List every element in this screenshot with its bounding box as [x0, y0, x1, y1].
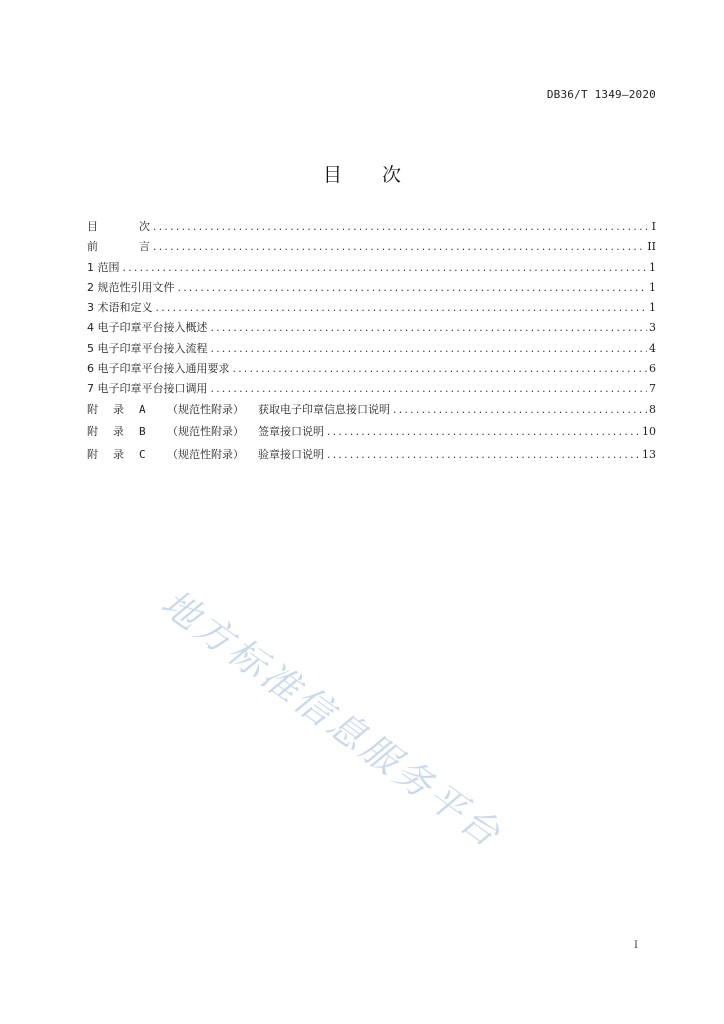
toc-title-char-2: 次 — [382, 164, 402, 186]
leader-dots — [232, 362, 648, 378]
leader-dots — [392, 403, 647, 419]
standard-id: DB36/T 1349—2020 — [546, 88, 656, 101]
toc-entry-page: 10 — [642, 425, 656, 439]
toc-entry-label: 2 规范性引用文件 — [87, 280, 175, 294]
toc-entry-label: 附 录 B （规范性附录） 签章接口说明 — [87, 425, 324, 439]
toc-entry-7-interface-calls[interactable] — [87, 381, 656, 401]
leader-dots — [210, 382, 648, 398]
toc-entry-page: II — [647, 240, 656, 254]
toc-entry-6-general-requirements[interactable] — [87, 361, 656, 381]
toc-entry-3-terms-definitions[interactable] — [87, 300, 656, 320]
toc-entry-contents[interactable] — [87, 219, 656, 239]
leader-dots — [152, 240, 645, 256]
toc-title — [0, 160, 724, 187]
watermark: 地方标准信息服务平台 — [153, 581, 511, 858]
leader-dots — [326, 448, 640, 464]
toc-entry-foreword[interactable] — [87, 239, 656, 259]
toc-entry-label: 目 次 — [87, 220, 150, 233]
toc-entry-4-overview[interactable] — [87, 320, 656, 340]
toc-entry-annex-c[interactable] — [87, 447, 656, 470]
page-number: I — [634, 940, 638, 951]
leader-dots — [210, 321, 648, 337]
toc-entry-page: 1 — [649, 260, 656, 274]
toc-entry-page: 1 — [649, 301, 656, 315]
toc-entry-label: 附 录 C （规范性附录） 验章接口说明 — [87, 447, 324, 461]
toc-entry-2-normative-references[interactable] — [87, 280, 656, 300]
toc-entry-1-scope[interactable] — [87, 260, 656, 280]
leader-dots — [326, 425, 640, 441]
toc-entry-label: 6 电子印章平台接入通用要求 — [87, 362, 230, 376]
toc-entry-label: 3 术语和定义 — [87, 301, 153, 315]
toc-entry-label: 7 电子印章平台接口调用 — [87, 382, 208, 396]
toc-entry-label: 附 录 A （规范性附录） 获取电子印章信息接口说明 — [87, 402, 390, 416]
toc-entry-annex-a[interactable] — [87, 402, 656, 425]
toc-entry-page: 13 — [642, 447, 656, 461]
toc-entry-page: 6 — [649, 362, 656, 376]
toc-entry-page: I — [651, 220, 656, 233]
toc-entry-label: 1 范围 — [87, 260, 120, 274]
leader-dots — [210, 342, 648, 358]
toc-entry-page: 7 — [649, 382, 656, 396]
toc-entry-annex-b[interactable] — [87, 424, 656, 447]
toc-entry-page: 3 — [649, 321, 656, 335]
leader-dots — [155, 301, 648, 317]
toc-entry-page: 4 — [649, 341, 656, 355]
leader-dots — [177, 281, 648, 297]
toc-entry-page: 8 — [649, 402, 656, 416]
leader-dots — [152, 220, 650, 236]
table-of-contents — [87, 219, 656, 469]
toc-entry-label: 前 言 — [87, 240, 150, 254]
toc-entry-label: 4 电子印章平台接入概述 — [87, 321, 208, 335]
toc-entry-label: 5 电子印章平台接入流程 — [87, 341, 208, 355]
leader-dots — [122, 261, 648, 277]
toc-entry-5-process[interactable] — [87, 341, 656, 361]
toc-entry-page: 1 — [649, 280, 656, 294]
toc-title-char-1: 目 — [322, 164, 342, 186]
